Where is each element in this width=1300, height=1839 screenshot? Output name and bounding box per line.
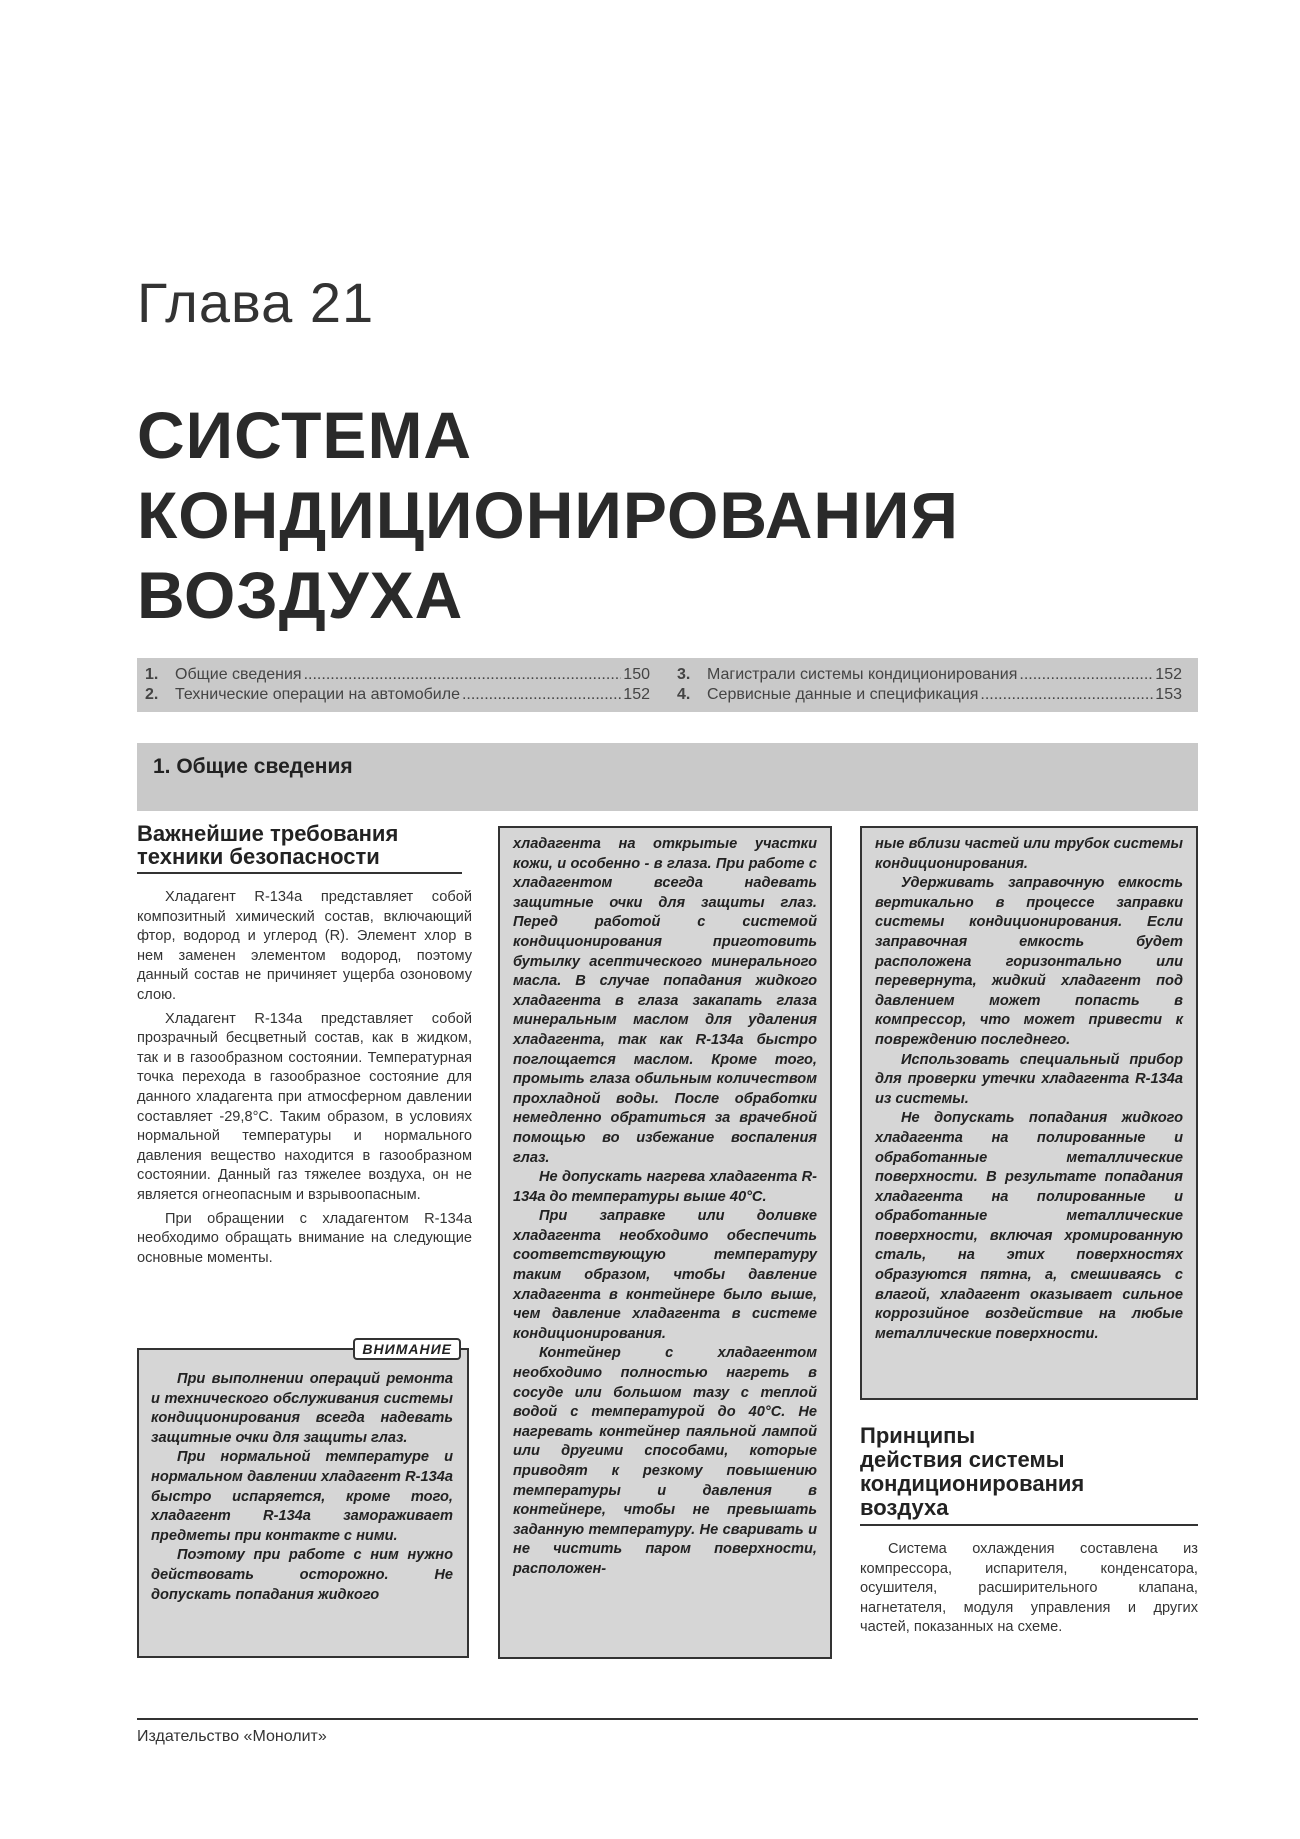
paragraph: Не допускать попадания жидкого хладагента на полированные и обработанные металлические поверхности. В результате попадания хладагента на полированные и обработанные металлические поверхности, включая хромированную сталь, на этих поверхностях образуются пятна, а, смешиваясь с влагой, хладагент оказывает сильное коррозийное воздействие на любые металлические поверхности.	[875, 1110, 1183, 1342]
section-title: 1. Общие сведения	[153, 755, 353, 778]
heading-line: воздуха	[860, 1495, 949, 1520]
section-header-bar	[137, 743, 1198, 811]
title-line: СИСТЕМА	[137, 398, 473, 472]
warning-continued-box	[498, 826, 832, 1659]
toc-entry[interactable]	[145, 686, 650, 706]
paragraph: Контейнер с хладагентом необходимо полностью нагреть в сосуде или большом тазу с теплой водой с температурой до 40°С. Не нагревать контейнер паяльной лампой или другими способами, которые приводят к резкому повышению температуры и давления в контейнере, чтобы не превышать заданную температуру. Не сваривать и не чистить паром поверхности, расположен-	[513, 1345, 817, 1577]
safety-heading	[137, 822, 462, 874]
warning-text	[151, 1370, 453, 1605]
heading-line: техники безопасности	[137, 844, 380, 869]
toc-text: Сервисные данные и спецификация	[707, 686, 979, 703]
paragraph: хладагента на открытые участки кожи, и особенно - в глаза. При работе с хладагентом всегда надевать защитные очки для защиты глаз. Перед работой с системой кондиционирования приготовить бутылку асептического минерального масла. В случае попадания жидкого хладагента в глаза закапать глаза минеральным маслом для удаления хладагента, так как R-134a быстро поглощается маслом. Кроме того, промыть глаза обильным количеством прохладной воды. После обработки немедленно обратиться за врачебной помощью во избежание воспаления глаз.	[513, 836, 817, 1166]
table-of-contents	[137, 658, 1198, 712]
toc-number: 3.	[677, 666, 691, 683]
chapter-number: Глава 21	[137, 271, 375, 334]
paragraph: При обращении с хладагентом R-134a необходимо обращать внимание на следующие основные моменты.	[137, 1210, 472, 1266]
warning-continued-text-2	[875, 835, 1183, 1344]
safety-text	[137, 888, 472, 1268]
toc-page: 153	[1155, 686, 1182, 703]
paragraph: При нормальной температуре и нормальном давлении хладагент R-134a быстро испаряется, кроме того, хладагент R-134a замораживает предметы при контакте с ними.	[151, 1449, 453, 1544]
publisher-footer: Издательство «Монолит»	[137, 1728, 327, 1745]
column-left	[137, 822, 472, 1272]
toc-column-left	[145, 666, 650, 706]
paragraph: Удерживать заправочную емкость вертикально в процессе заправки системы кондиционирования. Если заправочная емкость будет расположена горизонтально или перевернута, жидкий хладагент под давлением может попасть в компрессор, что может привести к повреждению последнего.	[875, 875, 1183, 1048]
toc-text: Магистрали системы кондиционирования	[707, 666, 1018, 683]
toc-number: 1.	[145, 666, 159, 683]
toc-leader-dots	[462, 686, 621, 704]
toc-page: 152	[623, 686, 650, 703]
heading-line: Принципы	[860, 1423, 976, 1448]
chapter-title	[137, 395, 959, 635]
toc-text: Технические операции на автомобиле	[175, 686, 460, 703]
toc-entry[interactable]	[145, 666, 650, 686]
title-line: ВОЗДУХА	[137, 558, 464, 632]
paragraph: Не допускать нагрева хладагента R-134a до температуры выше 40°С.	[513, 1169, 817, 1205]
toc-text: Общие сведения	[175, 666, 302, 683]
paragraph: Хладагент R-134a представляет собой композитный химический состав, включающий фтор, водород и углерод (R). Элемент хлор в нем заменен элементом водород, поэтому данный состав не причиняет ущерба озоновому слою.	[137, 889, 472, 1003]
heading-line: действия системы	[860, 1447, 1065, 1472]
paragraph: Хладагент R-134a представляет собой прозрачный бесцветный состав, как в жидком, так и в газообразном состоянии. Температурная точка перехода в газообразное состояние для данного хладагента при атмосферном давлении составляет -29,8°С. Таким образом, в условиях нормальной температуры и нормального давления вещество находится в газообразном состоянии. Данный газ тяжелее воздуха, он не является огнеопасным и взрывоопасным.	[137, 1010, 472, 1203]
heading-line: кондиционирования	[860, 1471, 1085, 1496]
warning-label: ВНИМАНИЕ	[353, 1338, 461, 1360]
paragraph: ные вблизи частей или трубок системы кондиционирования.	[875, 836, 1183, 872]
paragraph: Использовать специальный прибор для проверки утечки хладагента R-134a из системы.	[875, 1051, 1183, 1107]
toc-page: 152	[1155, 666, 1182, 683]
toc-leader-dots	[980, 686, 1153, 704]
warning-box	[137, 1341, 469, 1658]
toc-leader-dots	[304, 666, 622, 684]
heading-line: Важнейшие требования	[137, 821, 399, 846]
footer-divider	[137, 1718, 1198, 1720]
title-line: КОНДИЦИОНИРОВАНИЯ	[137, 478, 959, 552]
toc-number: 2.	[145, 686, 159, 703]
toc-column-right	[677, 666, 1182, 706]
toc-page: 150	[623, 666, 650, 683]
principles-section	[860, 1424, 1198, 1642]
paragraph: При заправке или доливке хладагента необходимо обеспечить соответствующую температуру таким образом, чтобы давление хладагента в контейнере было выше, чем давление хладагента в системе кондиционирования.	[513, 1208, 817, 1342]
paragraph: При выполнении операций ремонта и технического обслуживания системы кондиционирования всегда надевать защитные очки для защиты глаз.	[151, 1371, 453, 1446]
toc-leader-dots	[1019, 666, 1153, 684]
warning-continued-text	[513, 835, 817, 1580]
toc-entry[interactable]	[677, 666, 1182, 686]
toc-number: 4.	[677, 686, 691, 703]
toc-entry[interactable]	[677, 686, 1182, 706]
warning-continued-box-2	[860, 826, 1198, 1400]
principles-text	[860, 1540, 1198, 1638]
paragraph: Система охлаждения составлена из компрессора, испарителя, конденсатора, осушителя, расширительного клапана, нагнетателя, модуля управления и других частей, показанных на схеме.	[860, 1541, 1198, 1636]
paragraph: Поэтому при работе с ним нужно действовать осторожно. Не допускать попадания жидкого	[151, 1547, 453, 1603]
principles-heading	[860, 1424, 1198, 1526]
